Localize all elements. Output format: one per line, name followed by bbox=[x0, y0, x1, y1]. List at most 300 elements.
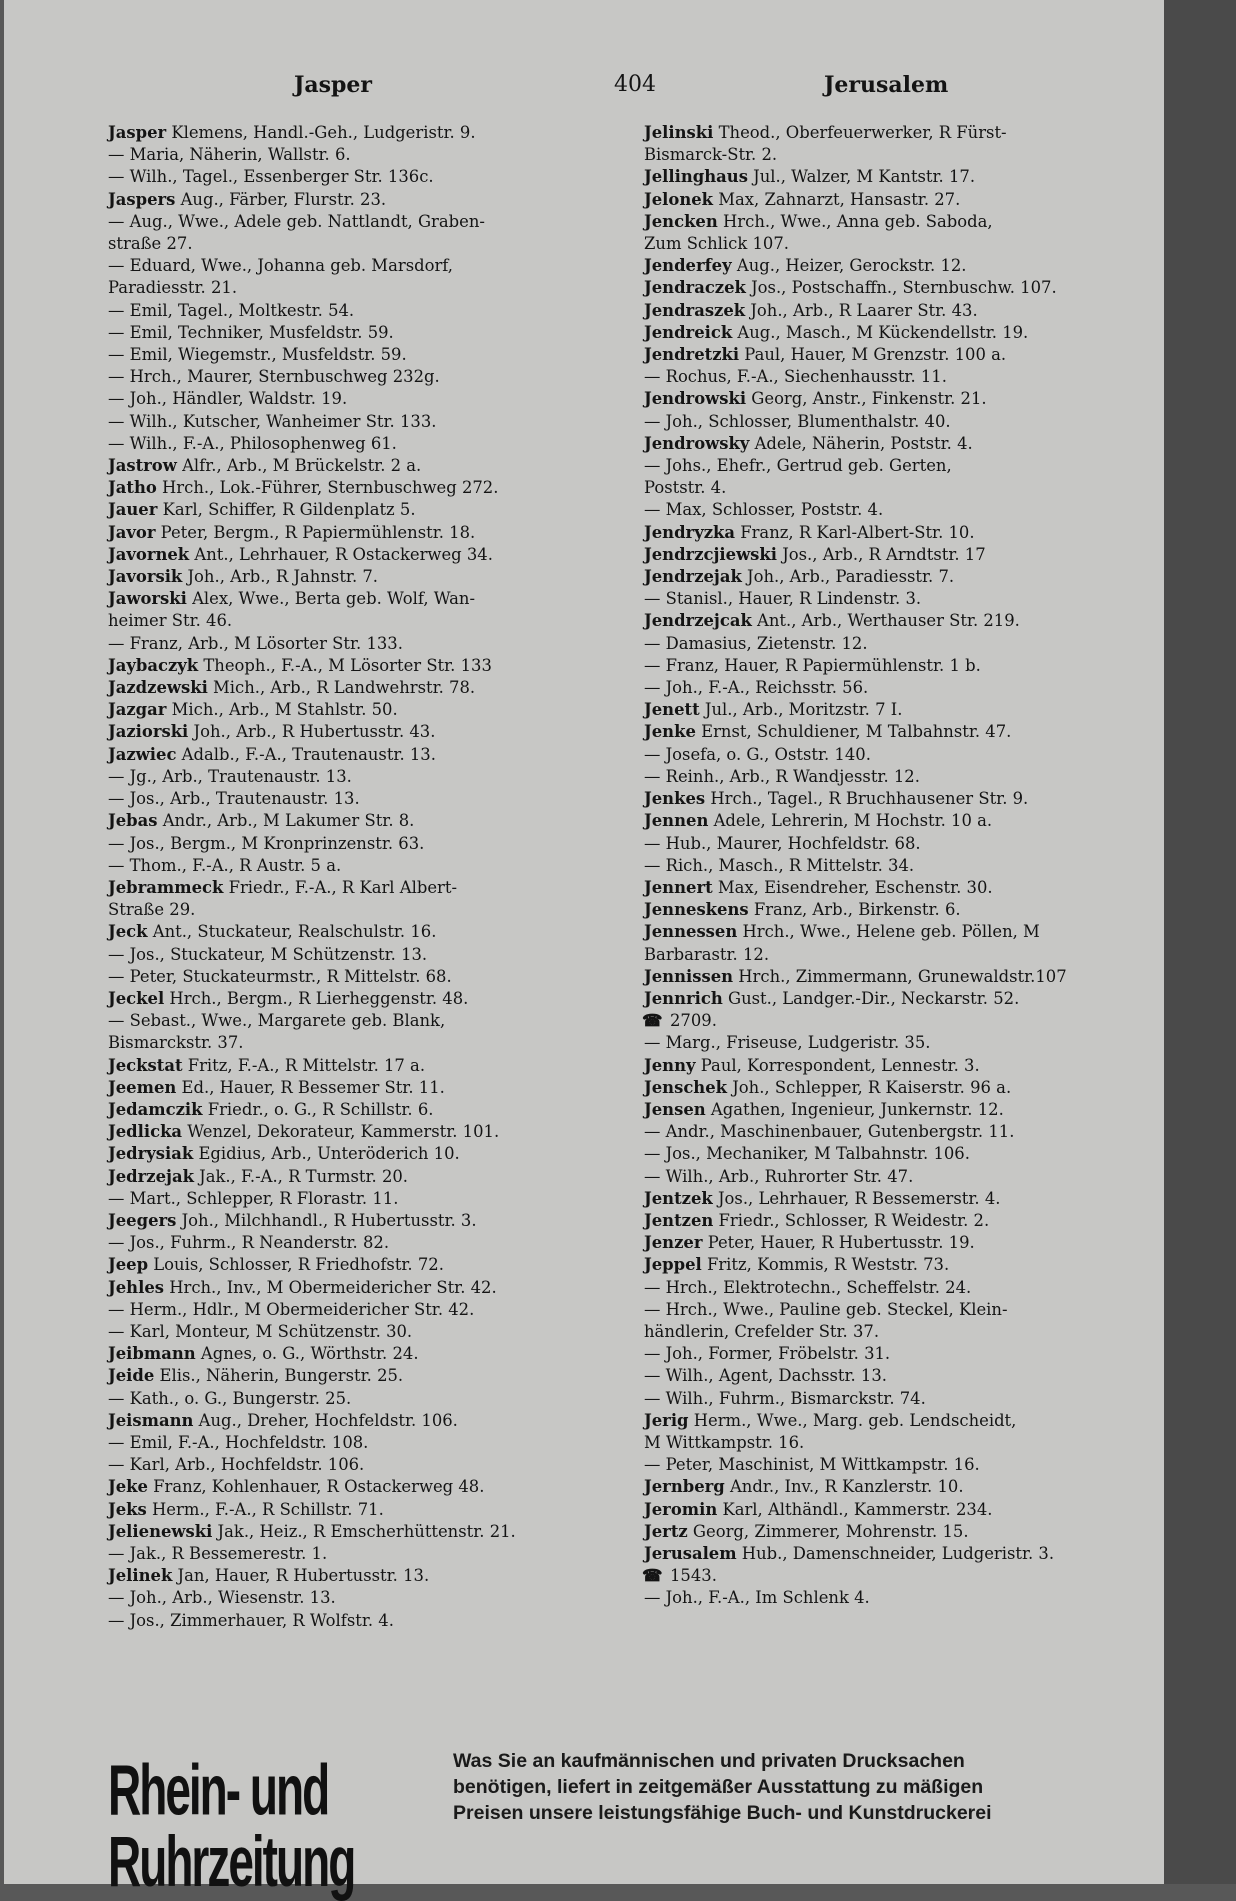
directory-entry bbox=[108, 1476, 608, 1498]
directory-entry bbox=[108, 1121, 608, 1143]
entry-details: Adele, Näherin, Poststr. 4. bbox=[749, 433, 973, 453]
entry-surname: Jendryzka bbox=[644, 522, 736, 542]
entry-surname: Jentzek bbox=[644, 1188, 713, 1208]
entry-details: Franz, Kohlenhauer, R Ostackerweg 48. bbox=[147, 1477, 485, 1497]
entry-details: Alex, Wwe., Berta geb. Wolf, Wan- bbox=[186, 589, 476, 609]
directory-entry bbox=[108, 855, 608, 877]
entry-surname: Jedrzejak bbox=[108, 1166, 194, 1186]
entry-details: Peter, Hauer, R Hubertusstr. 19. bbox=[702, 1233, 975, 1253]
entry-details: — Wilh., Fuhrm., Bismarckstr. 74. bbox=[644, 1388, 926, 1408]
directory-entry bbox=[108, 455, 608, 477]
directory-entry bbox=[644, 1587, 1164, 1609]
entry-surname: Jelienewski bbox=[108, 1521, 213, 1541]
entry-surname: Jendrzcjiewski bbox=[644, 544, 777, 564]
ad-line: benötigen, liefert in zeitgemäßer Ausstattung zu mäßigen bbox=[453, 1776, 984, 1798]
entry-details: Hub., Damenschneider, Ludgeristr. 3. bbox=[736, 1544, 1055, 1563]
directory-entry bbox=[644, 833, 1164, 855]
ad-line: Was Sie an kaufmännischen und privaten Drucksachen bbox=[453, 1750, 965, 1772]
entry-surname: Jeegers bbox=[108, 1210, 177, 1230]
directory-entry bbox=[108, 677, 608, 699]
directory-entry bbox=[108, 610, 608, 632]
directory-entry bbox=[108, 322, 608, 344]
entry-details: Egidius, Arb., Unteröderich 10. bbox=[193, 1144, 460, 1164]
directory-entry bbox=[644, 1121, 1164, 1143]
directory-entry bbox=[644, 1476, 1164, 1498]
entry-details: Franz, R Karl-Albert-Str. 10. bbox=[735, 522, 975, 542]
entry-details: Louis, Schlosser, R Friedhofstr. 72. bbox=[148, 1255, 444, 1275]
entry-surname: Jensen bbox=[644, 1099, 706, 1119]
directory-entry bbox=[644, 322, 1164, 344]
entry-details: — Jos., Zimmerhauer, R Wolfstr. 4. bbox=[108, 1610, 394, 1630]
directory-entry bbox=[644, 966, 1164, 988]
directory-entry bbox=[644, 122, 1164, 144]
directory-entry bbox=[644, 1099, 1164, 1121]
entry-details: — Max, Schlosser, Poststr. 4. bbox=[644, 500, 884, 520]
entry-details: Ant., Stuckateur, Realschulstr. 16. bbox=[147, 922, 437, 942]
entry-details: — Herm., Hdlr., M Obermeidericher Str. 42. bbox=[108, 1299, 475, 1319]
entry-surname: Jenett bbox=[644, 700, 700, 720]
directory-entry bbox=[644, 144, 1164, 166]
directory-entry bbox=[108, 300, 608, 322]
entry-details: — Sebast., Wwe., Margarete geb. Blank, bbox=[108, 1011, 446, 1031]
entry-details: Jos., Lehrhauer, R Bessemerstr. 4. bbox=[712, 1188, 1001, 1208]
entry-details: — Wilh., Agent, Dachsstr. 13. bbox=[644, 1366, 888, 1386]
entry-surname: Jedamczik bbox=[108, 1099, 203, 1119]
directory-entry bbox=[108, 1410, 608, 1432]
entry-surname: Jelinski bbox=[644, 123, 714, 142]
entry-surname: Jennissen bbox=[644, 966, 734, 986]
entry-surname: Jendraszek bbox=[644, 300, 746, 320]
directory-entry bbox=[108, 1277, 608, 1299]
entry-details: Hrch., Bergm., R Lierheggenstr. 48. bbox=[164, 988, 469, 1008]
directory-entry bbox=[108, 1321, 608, 1343]
entry-surname: Jehles bbox=[108, 1277, 164, 1297]
entry-surname: Jeemen bbox=[108, 1077, 177, 1097]
entry-surname: Jertz bbox=[644, 1521, 688, 1541]
entry-details: Paul, Korrespondent, Lennestr. 3. bbox=[695, 1055, 980, 1075]
directory-entry bbox=[644, 721, 1164, 743]
directory-entry bbox=[644, 877, 1164, 899]
entry-surname: Jenzer bbox=[644, 1233, 703, 1253]
entry-details: Andr., Arb., M Lakumer Str. 8. bbox=[157, 811, 415, 831]
directory-entry bbox=[108, 211, 608, 233]
entry-details: Mich., Arb., M Stahlstr. 50. bbox=[166, 700, 398, 720]
entry-surname: Jelonek bbox=[644, 189, 714, 209]
entry-details: Jul., Arb., Moritzstr. 7 I. bbox=[699, 700, 903, 720]
entry-surname: Jebrammeck bbox=[108, 877, 224, 897]
directory-entry bbox=[108, 1055, 608, 1077]
directory-entry bbox=[108, 566, 608, 588]
entry-details: — Rochus, F.-A., Siechenhausstr. 11. bbox=[644, 367, 947, 387]
entry-details: Theod., Oberfeuerwerker, R Fürst- bbox=[713, 123, 1007, 142]
page-header bbox=[114, 72, 1154, 108]
header-left-keyword: Jasper bbox=[294, 72, 373, 98]
directory-entry bbox=[108, 1432, 608, 1454]
entry-details: — Emil, Wiegemstr., Musfeldstr. 59. bbox=[108, 345, 407, 365]
directory-entry bbox=[644, 366, 1164, 388]
entry-details: Poststr. 4. bbox=[644, 478, 727, 498]
directory-entry bbox=[108, 1077, 608, 1099]
directory-entry bbox=[108, 233, 608, 255]
directory-entry bbox=[644, 189, 1164, 211]
directory-entry bbox=[108, 277, 608, 299]
entry-surname: Jernberg bbox=[644, 1477, 725, 1497]
directory-entry bbox=[644, 699, 1164, 721]
directory-entry bbox=[644, 1410, 1164, 1432]
entry-details: Agnes, o. G., Wörthstr. 24. bbox=[195, 1344, 419, 1364]
entry-details: Barbarastr. 12. bbox=[644, 944, 770, 964]
entry-details: — Joh., Schlosser, Blumenthalstr. 40. bbox=[644, 411, 951, 431]
directory-entry bbox=[644, 477, 1164, 499]
directory-entry bbox=[644, 1166, 1164, 1188]
directory-entry bbox=[108, 1454, 608, 1476]
directory-entry bbox=[108, 144, 608, 166]
entry-surname: Jeckstat bbox=[108, 1055, 183, 1075]
entry-surname: Jeke bbox=[108, 1477, 148, 1497]
entry-surname: Jebas bbox=[108, 811, 158, 831]
entry-details: Karl, Schiffer, R Gildenplatz 5. bbox=[157, 500, 416, 520]
entry-details: Georg, Zimmerer, Mohrenstr. 15. bbox=[687, 1521, 969, 1541]
entry-details: Ant., Arb., Werthauser Str. 219. bbox=[751, 611, 1020, 631]
entry-surname: Jendrzejak bbox=[644, 567, 742, 587]
ad-logo: Rhein- und Ruhrzeitung bbox=[108, 1749, 355, 1901]
directory-entry bbox=[644, 522, 1164, 544]
directory-entry bbox=[644, 744, 1164, 766]
directory-entry bbox=[644, 944, 1164, 966]
entry-details: — Franz, Hauer, R Papiermühlenstr. 1 b. bbox=[644, 655, 981, 675]
entry-surname: Jendrowsky bbox=[644, 433, 750, 453]
entry-details: — Jos., Bergm., M Kronprinzenstr. 63. bbox=[108, 833, 425, 853]
entry-details: Friedr., Schlosser, R Weidestr. 2. bbox=[713, 1210, 990, 1230]
entry-surname: Jencken bbox=[644, 211, 718, 231]
entry-details: Hrch., Lok.-Führer, Sternbuschweg 272. bbox=[156, 478, 499, 498]
directory-entry bbox=[108, 655, 608, 677]
entry-surname: Jelinek bbox=[108, 1566, 173, 1586]
entry-details: — Hrch., Maurer, Sternbuschweg 232g. bbox=[108, 367, 440, 387]
entry-details: Max, Zahnarzt, Hansastr. 27. bbox=[713, 189, 961, 209]
entry-surname: Jendreick bbox=[644, 322, 733, 342]
directory-entry bbox=[108, 1299, 608, 1321]
directory-entry bbox=[644, 566, 1164, 588]
entry-details: — Peter, Maschinist, M Wittkampstr. 16. bbox=[644, 1455, 980, 1475]
left-column bbox=[108, 122, 608, 1632]
entry-surname: Jerig bbox=[644, 1410, 689, 1430]
directory-entry bbox=[108, 433, 608, 455]
entry-details: — Thom., F.-A., R Austr. 5 a. bbox=[108, 855, 342, 875]
directory-entry bbox=[644, 344, 1164, 366]
entry-details: — Marg., Friseuse, Ludgeristr. 35. bbox=[644, 1033, 931, 1053]
directory-entry bbox=[108, 1365, 608, 1387]
directory-entry bbox=[108, 1166, 608, 1188]
directory-entry bbox=[108, 122, 608, 144]
directory-entry bbox=[644, 1321, 1164, 1343]
entry-details: — Joh., F.-A., Reichsstr. 56. bbox=[644, 678, 869, 698]
directory-entry bbox=[644, 788, 1164, 810]
directory-entry bbox=[108, 1143, 608, 1165]
entry-surname: Javornek bbox=[108, 544, 190, 564]
entry-details: — Karl, Monteur, M Schützenstr. 30. bbox=[108, 1321, 413, 1341]
directory-entry bbox=[644, 633, 1164, 655]
directory-entry: ☎ 1543. bbox=[642, 1566, 717, 1586]
entry-details: Joh., Schlepper, R Kaiserstr. 96 a. bbox=[727, 1077, 1012, 1097]
entry-details: — Jos., Fuhrm., R Neanderstr. 82. bbox=[108, 1233, 390, 1253]
directory-entry bbox=[644, 388, 1164, 410]
directory-entry bbox=[644, 1277, 1164, 1299]
entry-details: Joh., Milchhandl., R Hubertusstr. 3. bbox=[176, 1210, 477, 1230]
entry-surname: Jaybaczyk bbox=[108, 655, 199, 675]
directory-entry bbox=[108, 699, 608, 721]
directory-entry bbox=[644, 1055, 1164, 1077]
entry-details: — Emil, F.-A., Hochfeldstr. 108. bbox=[108, 1432, 369, 1452]
directory-entry bbox=[644, 1388, 1164, 1410]
directory-entry bbox=[644, 899, 1164, 921]
entry-surname: Jellinghaus bbox=[644, 167, 748, 187]
entry-details: Karl, Althändl., Kammerstr. 234. bbox=[717, 1499, 993, 1519]
entry-details: Gust., Landger.-Dir., Neckarstr. 52. bbox=[722, 988, 1020, 1008]
directory-entry bbox=[108, 921, 608, 943]
entry-details: — Joh., Händler, Waldstr. 19. bbox=[108, 389, 348, 409]
entry-details: Bismarckstr. 37. bbox=[108, 1033, 244, 1053]
directory-entry bbox=[108, 1388, 608, 1410]
entry-details: — Peter, Stuckateurmstr., R Mittelstr. 68. bbox=[108, 966, 452, 986]
entry-details: — Rich., Masch., R Mittelstr. 34. bbox=[644, 855, 915, 875]
entry-surname: Jendrowski bbox=[644, 389, 747, 409]
entry-details: Ed., Hauer, R Bessemer Str. 11. bbox=[176, 1077, 445, 1097]
directory-entry bbox=[108, 788, 608, 810]
entry-details: Herm., Wwe., Marg. geb. Lendscheidt, bbox=[688, 1410, 1017, 1430]
directory-entry bbox=[108, 877, 608, 899]
entry-details: Jak., F.-A., R Turmstr. 20. bbox=[193, 1166, 409, 1186]
entry-surname: Jeppel bbox=[644, 1255, 702, 1275]
entry-details: — Reinh., Arb., R Wandjesstr. 12. bbox=[644, 766, 920, 786]
entry-surname: Jedrysiak bbox=[108, 1144, 194, 1164]
entry-details: — Franz, Arb., M Lösorter Str. 133. bbox=[108, 633, 403, 653]
entry-details: — Jos., Arb., Trautenaustr. 13. bbox=[108, 789, 360, 809]
entry-surname: Jeide bbox=[108, 1366, 155, 1386]
entry-details: Theoph., F.-A., M Lösorter Str. 133 bbox=[198, 655, 492, 675]
directory-entry bbox=[644, 677, 1164, 699]
entry-surname: Jenneskens bbox=[644, 900, 749, 920]
entry-surname: Jeromin bbox=[644, 1499, 718, 1519]
directory-entry bbox=[108, 1587, 608, 1609]
directory-entry bbox=[644, 277, 1164, 299]
entry-details: Max, Eisendreher, Eschenstr. 30. bbox=[712, 877, 993, 897]
entry-details: Aug., Heizer, Gerockstr. 12. bbox=[731, 256, 967, 276]
directory-entry bbox=[108, 166, 608, 188]
entry-surname: Jeckel bbox=[108, 988, 165, 1008]
directory-entry bbox=[644, 255, 1164, 277]
entry-details: Jak., Heiz., R Emscherhüttenstr. 21. bbox=[212, 1521, 516, 1541]
entry-details: — Stanisl., Hauer, R Lindenstr. 3. bbox=[644, 589, 922, 609]
directory-entry bbox=[644, 588, 1164, 610]
entry-details: — Johs., Ehefr., Gertrud geb. Gerten, bbox=[644, 456, 952, 476]
directory-entry bbox=[108, 1232, 608, 1254]
entry-details: Bismarck-Str. 2. bbox=[644, 145, 778, 165]
entry-surname: Jaziorski bbox=[108, 722, 189, 742]
directory-entry bbox=[108, 255, 608, 277]
directory-entry bbox=[644, 988, 1164, 1010]
entry-details: — Joh., Former, Fröbelstr. 31. bbox=[644, 1344, 891, 1364]
entry-details: Jos., Postschaffn., Sternbuschw. 107. bbox=[745, 278, 1057, 298]
ad-text bbox=[453, 1748, 1153, 1826]
entry-details: Friedr., F.-A., R Karl Albert- bbox=[223, 877, 457, 897]
entry-surname: Jenschek bbox=[644, 1077, 728, 1097]
entry-details: — Aug., Wwe., Adele geb. Nattlandt, Graben- bbox=[108, 211, 485, 231]
directory-entry bbox=[108, 744, 608, 766]
entry-details: Straße 29. bbox=[108, 900, 196, 920]
entry-surname: Jeibmann bbox=[108, 1344, 196, 1364]
entry-surname: Jasper bbox=[108, 123, 167, 142]
directory-entry bbox=[644, 411, 1164, 433]
entry-surname: Jeck bbox=[108, 922, 148, 942]
directory-entry bbox=[644, 1210, 1164, 1232]
directory-entry bbox=[644, 1343, 1164, 1365]
entry-surname: Jennert bbox=[644, 877, 713, 897]
directory-entry bbox=[644, 1032, 1164, 1054]
entry-details: Alfr., Arb., M Brückelstr. 2 a. bbox=[176, 456, 422, 476]
ad-line: Preisen unsere leistungsfähige Buch- und Kunstdruckerei bbox=[453, 1802, 992, 1824]
directory-entry bbox=[108, 1210, 608, 1232]
directory-entry bbox=[644, 233, 1164, 255]
entry-details: — Emil, Tagel., Moltkestr. 54. bbox=[108, 300, 355, 320]
entry-details: Joh., Arb., Paradiesstr. 7. bbox=[741, 567, 955, 587]
directory-entry bbox=[108, 1610, 608, 1632]
directory-entry bbox=[108, 1521, 608, 1543]
entry-surname: Javorsik bbox=[108, 567, 183, 587]
entry-surname: Jazdzewski bbox=[108, 678, 208, 698]
directory-entry bbox=[108, 344, 608, 366]
entry-surname: Jennen bbox=[644, 811, 709, 831]
entry-details: straße 27. bbox=[108, 234, 193, 254]
directory-entry bbox=[108, 1343, 608, 1365]
directory-entry bbox=[644, 455, 1164, 477]
entry-surname: Jedlicka bbox=[108, 1122, 183, 1142]
entry-details: — Mart., Schlepper, R Florastr. 11. bbox=[108, 1188, 399, 1208]
directory-entry bbox=[108, 1499, 608, 1521]
right-column bbox=[644, 122, 1164, 1610]
entry-details: Zum Schlick 107. bbox=[644, 234, 789, 254]
directory-entry bbox=[644, 1232, 1164, 1254]
directory-entry bbox=[644, 544, 1164, 566]
directory-entry bbox=[644, 1254, 1164, 1276]
entry-details: Franz, Arb., Birkenstr. 6. bbox=[748, 900, 961, 920]
page-number: 404 bbox=[614, 72, 656, 97]
directory-entry bbox=[108, 477, 608, 499]
entry-surname: Jeks bbox=[108, 1499, 147, 1519]
directory-entry bbox=[644, 921, 1164, 943]
header-right-keyword: Jerusalem bbox=[824, 72, 949, 98]
directory-entry bbox=[108, 633, 608, 655]
entry-details: Hrch., Zimmermann, Grunewaldstr.107 bbox=[733, 966, 1067, 986]
directory-entry bbox=[644, 1543, 1164, 1565]
directory-entry bbox=[108, 988, 608, 1010]
directory-entry bbox=[108, 544, 608, 566]
entry-details: M Wittkampstr. 16. bbox=[644, 1432, 805, 1452]
advertisement bbox=[108, 1748, 1158, 1901]
entry-surname: Jennrich bbox=[644, 988, 723, 1008]
entry-details: händlerin, Crefelder Str. 37. bbox=[644, 1321, 880, 1341]
directory-entry bbox=[644, 1521, 1164, 1543]
entry-details: — Wilh., F.-A., Philosophenweg 61. bbox=[108, 433, 397, 453]
entry-details: — Jos., Mechaniker, M Talbahnstr. 106. bbox=[644, 1144, 970, 1164]
directory-entry bbox=[108, 366, 608, 388]
directory-entry bbox=[108, 1188, 608, 1210]
directory-entry bbox=[108, 522, 608, 544]
entry-details: Hrch., Inv., M Obermeidericher Str. 42. bbox=[163, 1277, 497, 1297]
entry-details: Peter, Bergm., R Papiermühlenstr. 18. bbox=[155, 522, 476, 542]
entry-details: Ernst, Schuldiener, M Talbahnstr. 47. bbox=[695, 722, 1012, 742]
entry-details: Herm., F.-A., R Schillstr. 71. bbox=[146, 1499, 384, 1519]
entry-details: — Joh., Arb., Wiesenstr. 13. bbox=[108, 1588, 336, 1608]
entry-surname: Jenke bbox=[644, 722, 696, 742]
entry-details: Aug., Dreher, Hochfeldstr. 106. bbox=[193, 1410, 458, 1430]
entry-surname: Jenny bbox=[644, 1055, 696, 1075]
entry-surname: Jendretzki bbox=[644, 345, 740, 365]
directory-entry bbox=[644, 499, 1164, 521]
entry-details: Joh., Arb., R Jahnstr. 7. bbox=[182, 567, 379, 587]
entry-details: Aug., Masch., M Kückendellstr. 19. bbox=[732, 322, 1029, 342]
entry-details: Hrch., Wwe., Helene geb. Pöllen, M bbox=[737, 922, 1040, 942]
entry-surname: Jenderfey bbox=[644, 256, 732, 276]
directory-entry bbox=[644, 766, 1164, 788]
entry-details: Paul, Hauer, M Grenzstr. 100 a. bbox=[739, 345, 1007, 365]
directory-entry bbox=[108, 966, 608, 988]
entry-details: — Wilh., Tagel., Essenberger Str. 136c. bbox=[108, 167, 434, 187]
entry-details: — Jos., Stuckateur, M Schützenstr. 13. bbox=[108, 944, 428, 964]
entry-surname: Jastrow bbox=[108, 456, 177, 476]
entry-surname: Jaspers bbox=[108, 189, 176, 209]
directory-entry bbox=[644, 810, 1164, 832]
entry-details: — Andr., Maschinenbauer, Gutenbergstr. 11. bbox=[644, 1122, 1015, 1142]
entry-details: Ant., Lehrhauer, R Ostackerweg 34. bbox=[189, 544, 493, 564]
phone-number: 2709. bbox=[670, 1011, 717, 1031]
entry-details: — Eduard, Wwe., Johanna geb. Marsdorf, bbox=[108, 256, 453, 276]
entry-details: — Jg., Arb., Trautenaustr. 13. bbox=[108, 766, 352, 786]
directory-entry bbox=[108, 1254, 608, 1276]
entry-details: Jul., Walzer, M Kantstr. 17. bbox=[747, 167, 976, 187]
entry-surname: Jatho bbox=[108, 478, 157, 498]
entry-details: — Josefa, o. G., Oststr. 140. bbox=[644, 744, 871, 764]
entry-details: Fritz, Kommis, R Weststr. 73. bbox=[701, 1255, 950, 1275]
entry-surname: Jeismann bbox=[108, 1410, 194, 1430]
directory-entry bbox=[108, 833, 608, 855]
entry-details: Hrch., Wwe., Anna geb. Saboda, bbox=[717, 211, 993, 231]
directory-entry bbox=[644, 433, 1164, 455]
scan-margin bbox=[1164, 0, 1236, 1884]
directory-entry bbox=[108, 721, 608, 743]
entry-details: Friedr., o. G., R Schillstr. 6. bbox=[202, 1099, 434, 1119]
entry-surname: Jendrzejcak bbox=[644, 611, 752, 631]
directory-entry bbox=[108, 1543, 608, 1565]
entry-details: — Wilh., Arb., Ruhrorter Str. 47. bbox=[644, 1166, 914, 1186]
directory-entry bbox=[108, 766, 608, 788]
entry-details: Mich., Arb., R Landwehrstr. 78. bbox=[207, 678, 476, 698]
directory-entry bbox=[644, 1454, 1164, 1476]
directory-entry bbox=[108, 499, 608, 521]
directory-entry bbox=[644, 300, 1164, 322]
entry-details: Fritz, F.-A., R Mittelstr. 17 a. bbox=[182, 1055, 426, 1075]
directory-entry bbox=[108, 1010, 608, 1032]
entry-details: — Hrch., Elektrotechn., Scheffelstr. 24. bbox=[644, 1277, 972, 1297]
directory-entry bbox=[644, 1143, 1164, 1165]
directory-entry bbox=[644, 610, 1164, 632]
entry-surname: Jazgar bbox=[108, 700, 167, 720]
directory-entry bbox=[108, 1565, 608, 1587]
entry-details: Paradiesstr. 21. bbox=[108, 278, 238, 298]
directory-entry bbox=[644, 166, 1164, 188]
entry-details: Hrch., Tagel., R Bruchhausener Str. 9. bbox=[705, 789, 1029, 809]
entry-details: Adele, Lehrerin, M Hochstr. 10 a. bbox=[708, 811, 993, 831]
